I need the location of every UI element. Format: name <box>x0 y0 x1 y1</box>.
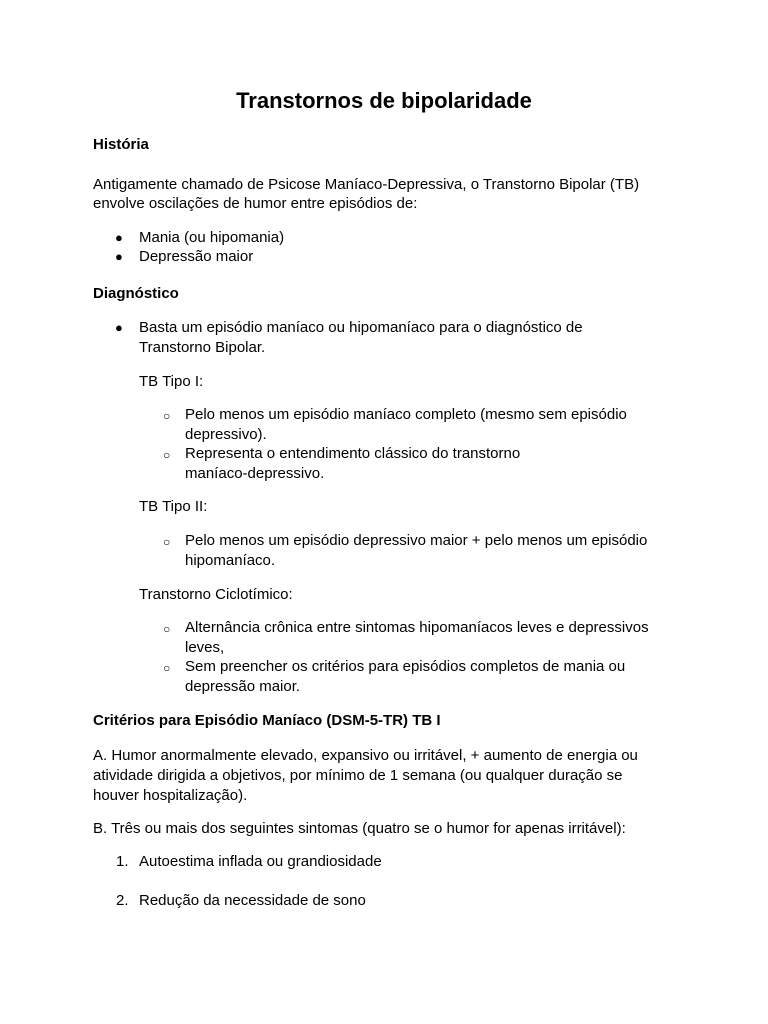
subheading-tb-tipo-2: TB Tipo II: <box>139 498 208 515</box>
circle-bullet-icon: ○ <box>163 535 171 549</box>
sub-list-item: Pelo menos um episódio maníaco completo (mesmo sem episódio <box>185 406 627 423</box>
sub-list-item-continuation: hipomaníaco. <box>185 552 276 569</box>
bullet-icon: ● <box>115 249 123 264</box>
sub-list-item: Sem preencher os critérios para episódios completos de mania ou <box>185 658 626 675</box>
section-heading-historia: História <box>93 136 149 153</box>
paragraph-line: Antigamente chamado de Psicose Maníaco-Depressiva, o Transtorno Bipolar (TB) <box>93 176 640 193</box>
numbered-list-item: Autoestima inflada ou grandiosidade <box>139 853 382 870</box>
list-item: Mania (ou hipomania) <box>139 229 285 246</box>
subheading-tb-tipo-1: TB Tipo I: <box>139 373 204 390</box>
list-item: Depressão maior <box>139 248 254 265</box>
sub-list-item: Representa o entendimento clássico do transtorno <box>185 445 521 462</box>
section-heading-criterios: Critérios para Episódio Maníaco (DSM-5-TR) TB I <box>93 712 441 729</box>
circle-bullet-icon: ○ <box>163 622 171 636</box>
circle-bullet-icon: ○ <box>163 661 171 675</box>
sub-list-item-continuation: depressão maior. <box>185 678 301 695</box>
paragraph-line: envolve oscilações de humor entre episódios de: <box>93 195 418 212</box>
list-item-continuation: Transtorno Bipolar. <box>139 339 266 356</box>
paragraph-line: A. Humor anormalmente elevado, expansivo ou irritável, + aumento de energia ou <box>93 747 638 764</box>
circle-bullet-icon: ○ <box>163 409 171 423</box>
sub-list-item-continuation: maníaco-depressivo. <box>185 465 325 482</box>
sub-list-item: Alternância crônica entre sintomas hipomaníacos leves e depressivos <box>185 619 649 636</box>
bullet-icon: ● <box>115 320 123 335</box>
circle-bullet-icon: ○ <box>163 448 171 462</box>
section-heading-diagnostico: Diagnóstico <box>93 285 179 302</box>
subheading-ciclotimico: Transtorno Ciclotímico: <box>139 586 293 603</box>
sub-list-item-continuation: depressivo). <box>185 426 267 443</box>
list-number: 2. <box>116 892 129 909</box>
list-number: 1. <box>116 853 129 870</box>
sub-list-item-continuation: leves, <box>185 639 225 656</box>
numbered-list-item: Redução da necessidade de sono <box>139 892 366 909</box>
paragraph-line: houver hospitalização). <box>93 787 248 804</box>
paragraph-line: atividade dirigida a objetivos, por mínimo de 1 semana (ou qualquer duração se <box>93 767 623 784</box>
bullet-icon: ● <box>115 230 123 245</box>
sub-list-item: Pelo menos um episódio depressivo maior + pelo menos um episódio <box>185 532 648 549</box>
paragraph-line: B. Três ou mais dos seguintes sintomas (quatro se o humor for apenas irritável): <box>93 820 626 837</box>
list-item: Basta um episódio maníaco ou hipomaníaco para o diagnóstico de <box>139 319 583 336</box>
page-title: Transtornos de bipolaridade <box>236 88 532 113</box>
